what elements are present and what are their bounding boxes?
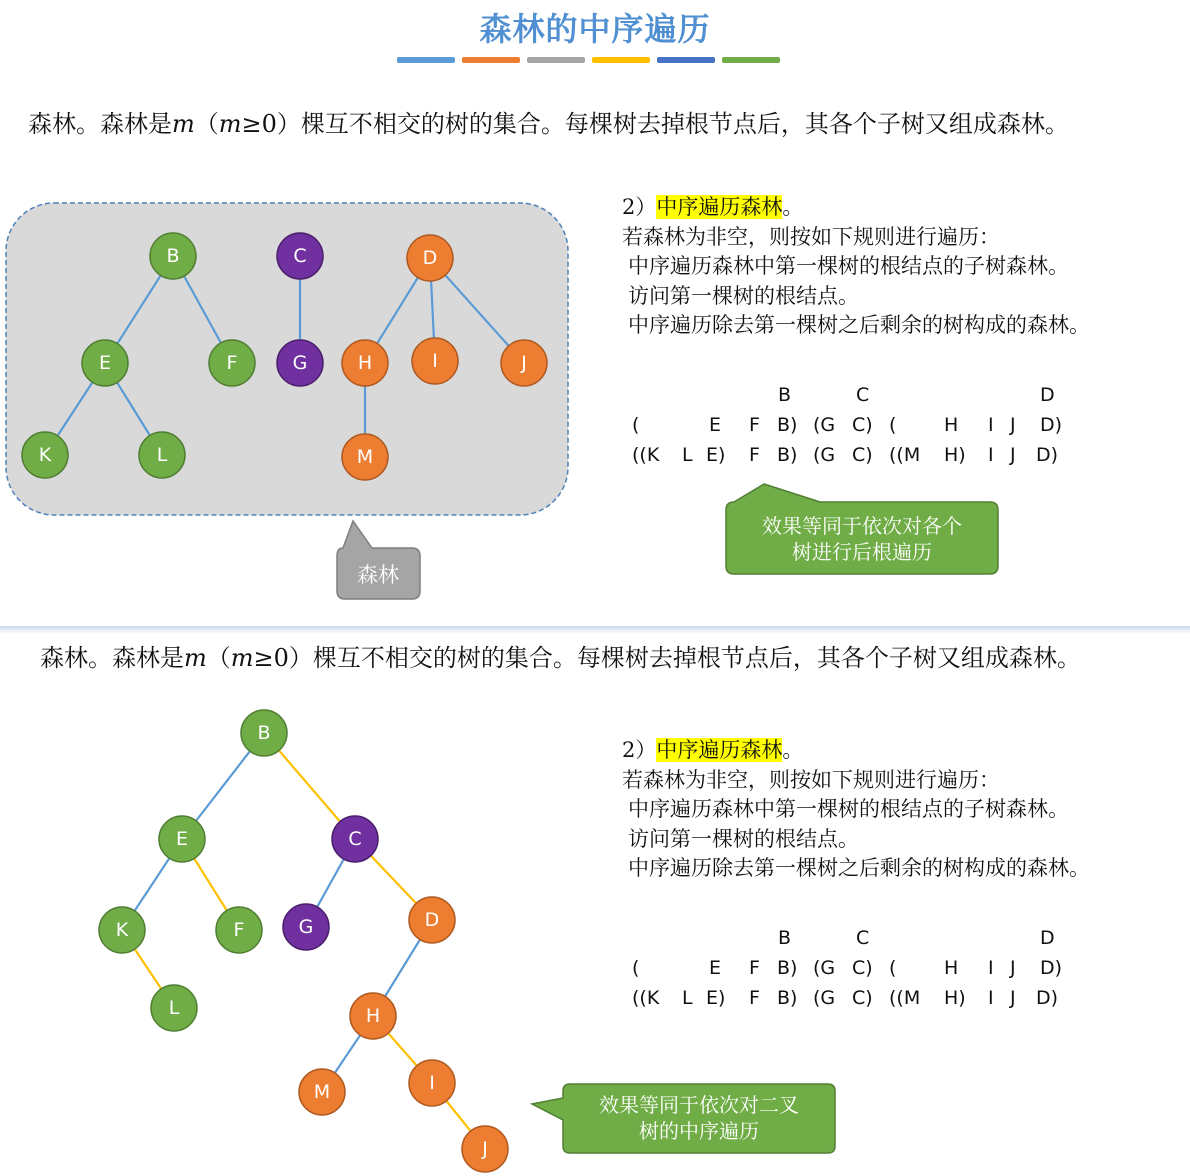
rules-line3-b: 访问第一棵树的根结点。 bbox=[628, 826, 859, 851]
bnode-c-label: C bbox=[348, 828, 362, 850]
callout-top-line2: 树进行后根遍历 bbox=[792, 540, 932, 564]
rules-heading bbox=[622, 193, 1090, 223]
seq-row1-7: H bbox=[944, 414, 959, 436]
rules-line4: 中序遍历除去第一棵树之后剩余的树构成的森林。 bbox=[628, 313, 1090, 337]
seq-row2-2: E) bbox=[706, 444, 726, 466]
seq-row2-11: D) bbox=[1036, 444, 1059, 466]
definition-part3: ≥0）棵互不相交的树的集合。每棵树去掉根节点后，其各个子树又组成森林。 bbox=[241, 110, 1069, 138]
bnode-e-label: E bbox=[175, 828, 189, 850]
seq-row0-b: B bbox=[778, 384, 792, 406]
definition-part2: （ bbox=[194, 110, 219, 138]
rules-line2: 中序遍历森林中第一棵树的根结点的子树森林。 bbox=[628, 254, 1069, 278]
title-bar-6 bbox=[722, 57, 780, 63]
node-j-label: J bbox=[521, 352, 527, 374]
seq-row1-10: D) bbox=[1040, 414, 1063, 436]
page-title: 森林的中序遍历 bbox=[479, 10, 711, 48]
node-l-label: L bbox=[156, 444, 168, 466]
rules-bottom bbox=[622, 736, 1090, 884]
bnode-f-label: F bbox=[233, 919, 245, 941]
rules-line2-b: 中序遍历森林中第一棵树的根结点的子树森林。 bbox=[628, 797, 1069, 821]
seq-row2-9: I bbox=[988, 444, 994, 466]
bseq-row1-6: ( bbox=[889, 957, 897, 979]
forest-callout-label: 森林 bbox=[357, 563, 399, 587]
bseq-row2-2: E) bbox=[706, 987, 726, 1009]
bseq-row2-5: (G bbox=[813, 987, 836, 1009]
bnode-d-label: D bbox=[424, 909, 440, 931]
seq-row1-1: E bbox=[709, 414, 722, 436]
bseq-row2-3: F bbox=[749, 987, 760, 1009]
bseq-row1-2: F bbox=[749, 957, 760, 979]
bseq-row1-3: B) bbox=[777, 957, 798, 979]
rules-line1: 若森林为非空，则按如下规则进行遍历： bbox=[622, 224, 1000, 249]
callout-bottom-line2: 树的中序遍历 bbox=[639, 1119, 759, 1143]
section-divider bbox=[0, 626, 1190, 634]
bseq-row1-9: J bbox=[1010, 957, 1016, 979]
bseq-row2-7: ((M bbox=[889, 987, 921, 1009]
rules-heading-b bbox=[622, 736, 1090, 766]
bseq-row0-b: B bbox=[778, 927, 792, 949]
bnode-m-label: M bbox=[313, 1081, 331, 1103]
title-bar-3 bbox=[527, 57, 585, 63]
node-d-label: D bbox=[422, 247, 438, 269]
definition-part1-bottom: 森林。森林是 bbox=[40, 644, 184, 672]
definition-m2: m bbox=[218, 110, 242, 138]
seq-row0-c: C bbox=[856, 384, 870, 406]
bseq-row1-7: H bbox=[944, 957, 959, 979]
binary-tree-diagram bbox=[0, 700, 560, 1176]
definition-m1-bottom: m bbox=[184, 644, 207, 672]
bseq-row0-c: C bbox=[856, 927, 870, 949]
bseq-row1-10: D) bbox=[1040, 957, 1063, 979]
bseq-row2-8: H) bbox=[944, 987, 966, 1009]
bnode-k-label: K bbox=[115, 919, 129, 941]
title-bar-1 bbox=[397, 57, 455, 63]
title-color-bars bbox=[397, 57, 780, 63]
bseq-row2-11: D) bbox=[1036, 987, 1059, 1009]
seq-row1-5: C) bbox=[852, 414, 873, 436]
node-e-label: E bbox=[98, 352, 112, 374]
seq-row1-6: ( bbox=[889, 414, 897, 436]
bseq-row1-4: (G bbox=[813, 957, 836, 979]
bnode-b-label: B bbox=[257, 722, 271, 744]
bseq-row2-6: C) bbox=[852, 987, 873, 1009]
bseq-row1-1: E bbox=[709, 957, 722, 979]
node-i-label: I bbox=[432, 350, 438, 372]
bseq-row2-1: L bbox=[682, 987, 693, 1009]
callout-top-line1: 效果等同于依次对各个 bbox=[762, 514, 962, 538]
seq-row2-10: J bbox=[1010, 444, 1016, 466]
bseq-row1-5: C) bbox=[852, 957, 873, 979]
seq-row0-d: D bbox=[1040, 384, 1055, 406]
node-g-label: G bbox=[292, 352, 308, 374]
seq-row1-8: I bbox=[988, 414, 994, 436]
definition-part3-bottom: ≥0）棵互不相交的树的集合。每棵树去掉根节点后，其各个子树又组成森林。 bbox=[253, 644, 1081, 672]
rules-top bbox=[622, 193, 1090, 341]
bnode-l-label: L bbox=[168, 997, 180, 1019]
rules-line4-b: 中序遍历除去第一棵树之后剩余的树构成的森林。 bbox=[628, 856, 1090, 880]
node-f-label: F bbox=[226, 352, 238, 374]
definition-part1: 森林。森林是 bbox=[28, 110, 172, 138]
title-bar-2 bbox=[462, 57, 520, 63]
title-bar-4 bbox=[592, 57, 650, 63]
bseq-row2-0: ((K bbox=[632, 987, 660, 1009]
seq-row2-0: ((K bbox=[632, 444, 660, 466]
rules-line1-b: 若森林为非空，则按如下规则进行遍历： bbox=[622, 767, 1000, 792]
bnode-j-label: J bbox=[482, 1138, 488, 1160]
bseq-row2-4: B) bbox=[777, 987, 798, 1009]
definition-text bbox=[28, 104, 1069, 139]
bseq-row1-0: ( bbox=[632, 957, 640, 979]
bseq-row2-10: J bbox=[1010, 987, 1016, 1009]
rules-heading-highlight-b: 中序遍历森林 bbox=[656, 738, 783, 762]
seq-row1-0: ( bbox=[632, 414, 640, 436]
rules-line3: 访问第一棵树的根结点。 bbox=[628, 283, 859, 308]
bnode-i-label: I bbox=[429, 1072, 435, 1094]
bseq-row2-9: I bbox=[988, 987, 994, 1009]
rules-heading-suffix: 。 bbox=[782, 195, 804, 219]
seq-row1-3: B) bbox=[777, 414, 798, 436]
forest-diagram bbox=[0, 195, 580, 605]
rules-heading-highlight: 中序遍历森林 bbox=[656, 195, 783, 219]
seq-row2-7: ((M bbox=[889, 444, 921, 466]
definition-text-bottom bbox=[40, 638, 1081, 673]
seq-row2-3: F bbox=[749, 444, 760, 466]
node-c-label: C bbox=[293, 245, 307, 267]
seq-row1-2: F bbox=[749, 414, 760, 436]
seq-row2-8: H) bbox=[944, 444, 966, 466]
seq-row1-4: (G bbox=[813, 414, 836, 436]
callout-top bbox=[720, 480, 1010, 580]
definition-m1: m bbox=[172, 110, 195, 138]
forest-callout bbox=[337, 521, 420, 599]
rules-heading-prefix-b: 2） bbox=[622, 738, 657, 762]
definition-m2-bottom: m bbox=[230, 644, 254, 672]
seq-row2-1: L bbox=[682, 444, 693, 466]
rules-heading-prefix: 2） bbox=[622, 195, 657, 219]
rules-heading-suffix-b: 。 bbox=[782, 738, 804, 762]
callout-bottom bbox=[528, 1076, 840, 1160]
callout-bottom-line1: 效果等同于依次对二叉 bbox=[599, 1093, 799, 1117]
node-h-label: H bbox=[357, 352, 373, 374]
bseq-row1-8: I bbox=[988, 957, 994, 979]
node-k-label: K bbox=[38, 444, 52, 466]
seq-row1-9: J bbox=[1010, 414, 1016, 436]
seq-row2-5: (G bbox=[813, 444, 836, 466]
node-m-label: M bbox=[356, 446, 374, 468]
title-bar-5 bbox=[657, 57, 715, 63]
seq-row2-6: C) bbox=[852, 444, 873, 466]
bseq-row0-d: D bbox=[1040, 927, 1055, 949]
bnode-g-label: G bbox=[298, 916, 314, 938]
node-b-label: B bbox=[166, 245, 180, 267]
definition-part2-bottom: （ bbox=[206, 644, 231, 672]
seq-row2-4: B) bbox=[777, 444, 798, 466]
bnode-h-label: H bbox=[365, 1005, 381, 1027]
